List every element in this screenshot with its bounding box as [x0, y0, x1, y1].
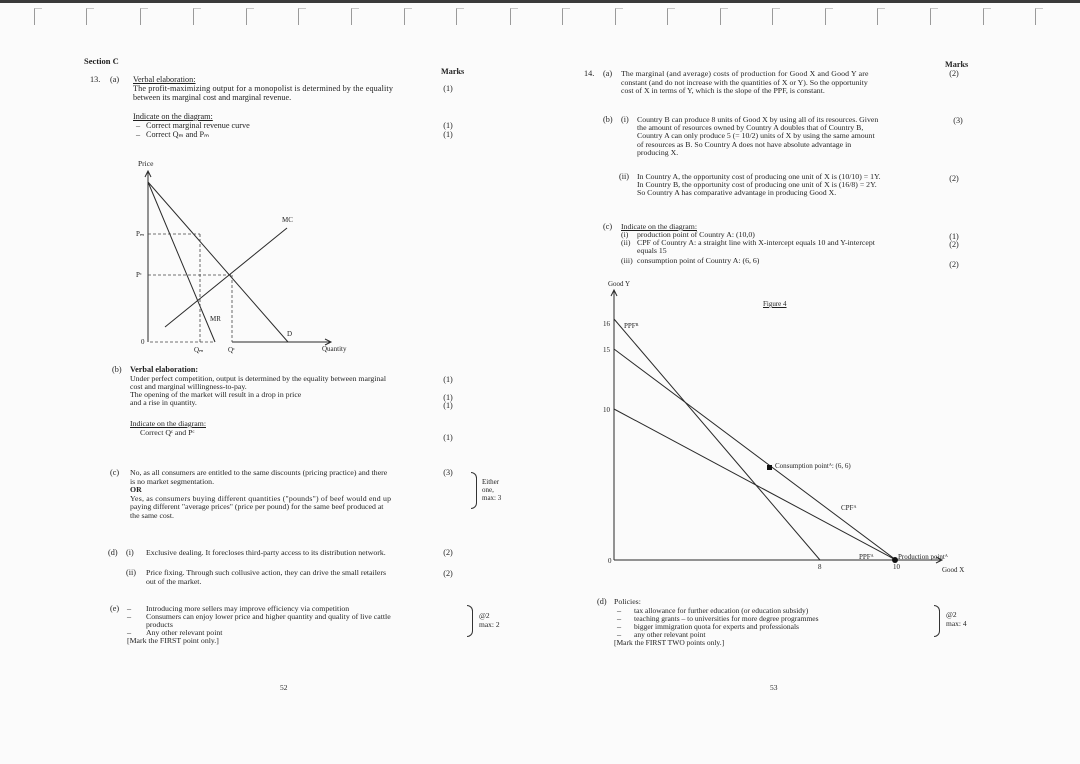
indicate-heading: Indicate on the diagram:	[621, 222, 697, 231]
consumption-point-marker	[767, 465, 772, 470]
bullet: –	[617, 630, 622, 639]
y-tick-16: 16	[603, 320, 610, 328]
figure-title: Figure 4	[763, 300, 787, 308]
policy-item: bigger immigration quota for experts and professionals	[634, 622, 799, 631]
origin-label: 0	[141, 338, 145, 346]
q13c-text: Yes, as consumers buying different quantities ("pounds") of beef would end up	[130, 494, 392, 503]
q13c-text: No, as all consumers are entitled to the same discounts (pricing practice) and there	[130, 468, 388, 477]
mark: (2)	[443, 569, 453, 578]
bullet: –	[617, 614, 622, 623]
mark: (2)	[949, 174, 959, 183]
origin-label: 0	[608, 557, 612, 565]
mark: (1)	[443, 401, 453, 410]
side-note: max: 4	[946, 619, 967, 628]
sub-label: (i)	[621, 115, 629, 124]
q13a-text: The profit-maximizing output for a monopolist is determined by the equality	[133, 84, 394, 93]
bullet: –	[136, 130, 141, 139]
mark: (3)	[953, 116, 963, 125]
policy-item: teaching grants – to universities for more degree programmes	[634, 614, 819, 623]
price-axis-label: Price	[138, 159, 154, 168]
bullet: –	[127, 604, 132, 613]
x-tick-10: 10	[893, 563, 900, 571]
side-note: one,	[482, 486, 494, 494]
consumption-point-label: Consumption pointᴬ: (6, 6)	[775, 462, 851, 470]
mark: (1)	[443, 130, 453, 139]
bullet: –	[127, 612, 132, 621]
mark: (1)	[949, 232, 959, 241]
indicate-heading: Indicate on the diagram:	[133, 112, 213, 121]
q13b-text: and a rise in quantity.	[130, 398, 197, 407]
q14a-text: constant (and do not increase with the quantities of X or Y). So the opportunity	[621, 78, 868, 87]
q14a-text: cost of X in terms of Y, which is the slope of the PPF, is constant.	[621, 86, 825, 95]
q14b-text: So Country A has comparative advantage in producing Good X.	[637, 188, 837, 197]
marks-header: Marks	[945, 60, 969, 69]
x-tick-8: 8	[818, 563, 822, 571]
mark: (2)	[949, 69, 959, 78]
ppf-b-label: PPFᴮ	[624, 322, 639, 330]
q13d-text: Exclusive dealing. It forecloses third-party access to its distribution network.	[146, 548, 386, 557]
question-number: 14.	[584, 69, 595, 78]
side-note: Either	[482, 478, 500, 486]
qm-label: Qₘ	[194, 346, 204, 354]
indicate-item: Correct marginal revenue curve	[146, 121, 250, 130]
pm-label: Pₘ	[136, 230, 145, 238]
section-title: Section C	[84, 56, 119, 66]
policies-heading: Policies:	[614, 597, 641, 606]
q14b-text: the amount of resources owned by Country A doubles that of Country B,	[637, 123, 864, 132]
sub-label: (ii)	[126, 568, 137, 577]
bullet: –	[617, 606, 622, 615]
indicate-item: Correct Qₘ and Pₘ	[146, 130, 210, 139]
indicate-heading: Indicate on the diagram:	[130, 419, 206, 428]
bullet: –	[136, 121, 141, 130]
ppf-b-line	[614, 319, 820, 560]
mark: (1)	[443, 375, 453, 384]
q14b-text: Country A can only produce 5 (= 10/2) units of X by using the same amount	[637, 131, 875, 140]
q14c-item: CPF of Country A: a straight line with X-intercept equals 10 and Y-intercept	[637, 238, 875, 247]
side-note: @2	[946, 610, 957, 619]
mark: (1)	[443, 433, 453, 442]
mr-label: MR	[210, 315, 221, 323]
part-label: (b)	[603, 115, 613, 124]
sub-label: (i)	[621, 230, 629, 239]
qc-label: Qᶜ	[228, 346, 235, 354]
q13e-item: Introducing more sellers may improve efficiency via competition	[146, 604, 350, 613]
part-label: (b)	[112, 365, 122, 374]
q13d-text: out of the market.	[146, 577, 202, 586]
right-brace	[934, 605, 940, 637]
page-number: 53	[770, 683, 778, 692]
or-label: OR	[130, 485, 142, 494]
mark: (1)	[443, 121, 453, 130]
q14b-text: Country B can produce 8 units of Good X by using all of its resources. Given	[637, 115, 879, 124]
right-brace	[467, 605, 473, 637]
q13a-text: between its marginal cost and marginal revenue.	[133, 93, 292, 102]
q14b-text: In Country A, the opportunity cost of producing one unit of X is (10/10) = 1Y.	[637, 172, 881, 181]
indicate-item: Correct Qᶜ and Pᶜ	[140, 428, 195, 437]
part-label: (d)	[597, 597, 607, 606]
bullet: –	[127, 628, 132, 637]
bullet: –	[617, 622, 622, 631]
q13b-text: The opening of the market will result in a drop in price	[130, 390, 302, 399]
sub-label: (ii)	[621, 238, 631, 247]
mark: (1)	[443, 393, 453, 402]
q13e-item: Consumers can enjoy lower price and higher quantity and quality of live cattle	[146, 612, 391, 621]
q13c-text: the same cost.	[130, 511, 174, 520]
marking-note: [Mark the FIRST point only.]	[127, 636, 219, 645]
y-tick-10: 10	[603, 406, 610, 414]
production-point-label: Production pointᴬ	[898, 553, 948, 561]
mark: (3)	[443, 468, 453, 477]
ppf-a-line	[614, 409, 896, 560]
q14c-item: production point of Country A: (10,0)	[637, 230, 755, 239]
q14b-text: producing X.	[637, 148, 679, 157]
page-number: 52	[280, 683, 288, 692]
q14b-text: In Country B, the opportunity cost of producing one unit of X is (16/8) = 2Y.	[637, 180, 877, 189]
y-tick-15: 15	[603, 346, 610, 354]
part-label: (e)	[110, 604, 120, 613]
q13e-item: products	[146, 620, 173, 629]
good-x-label: Good X	[942, 566, 965, 574]
policy-item: any other relevant point	[634, 630, 706, 639]
part-label: (c)	[110, 468, 120, 477]
sub-label: (ii)	[619, 172, 630, 181]
marks-header: Marks	[441, 67, 465, 76]
side-note: @2	[479, 611, 490, 620]
mark: (1)	[443, 84, 453, 93]
cpf-a-label: CPFᴬ	[841, 504, 857, 512]
q13a-heading: Verbal elaboration:	[133, 75, 196, 84]
side-note: max: 3	[482, 494, 502, 502]
d-label: D	[287, 330, 293, 338]
policy-item: tax allowance for further education (or education subsidy)	[634, 606, 809, 615]
q14c-item: equals 15	[637, 246, 667, 255]
part-label: (d)	[108, 548, 118, 557]
sub-label: (i)	[126, 548, 134, 557]
mark: (2)	[949, 260, 959, 269]
q14b-text: of resources as B. So Country A does not have absolute advantage in	[637, 140, 852, 149]
marking-note: [Mark the FIRST TWO points only.]	[614, 638, 725, 647]
q13b-text: cost and marginal willingness-to-pay.	[130, 382, 247, 391]
part-label: (a)	[110, 75, 120, 84]
question-number: 13.	[90, 75, 101, 84]
part-label: (c)	[603, 222, 613, 231]
mc-label: MC	[282, 216, 293, 224]
q13c-text: is no market segmentation.	[130, 477, 215, 486]
q14c-item: consumption point of Country A: (6, 6)	[637, 256, 760, 265]
part-label: (a)	[603, 69, 613, 78]
cpf-a-line	[614, 349, 896, 560]
mark: (2)	[949, 240, 959, 249]
q13e-item: Any other relevant point	[146, 628, 223, 637]
q14a-text: The marginal (and average) costs of production for Good X and Good Y are	[621, 69, 869, 78]
q13b-heading: Verbal elaboration:	[130, 365, 199, 374]
q13b-text: Under perfect competition, output is determined by the equality between marginal	[130, 374, 386, 383]
ppf-a-label: PPFᴬ	[859, 553, 874, 561]
side-note: max: 2	[479, 620, 500, 629]
q13d-text: Price fixing. Through such collusive action, they can drive the small retailers	[146, 568, 386, 577]
pc-label: Pᶜ	[136, 271, 142, 279]
q13c-text: paying different "average prices" (price per pound) for the same beef produced at	[130, 502, 384, 511]
mark: (2)	[443, 548, 453, 557]
good-y-label: Good Y	[608, 280, 631, 288]
quantity-axis-label: Quantity	[322, 345, 347, 353]
sub-label: (iii)	[621, 256, 633, 265]
